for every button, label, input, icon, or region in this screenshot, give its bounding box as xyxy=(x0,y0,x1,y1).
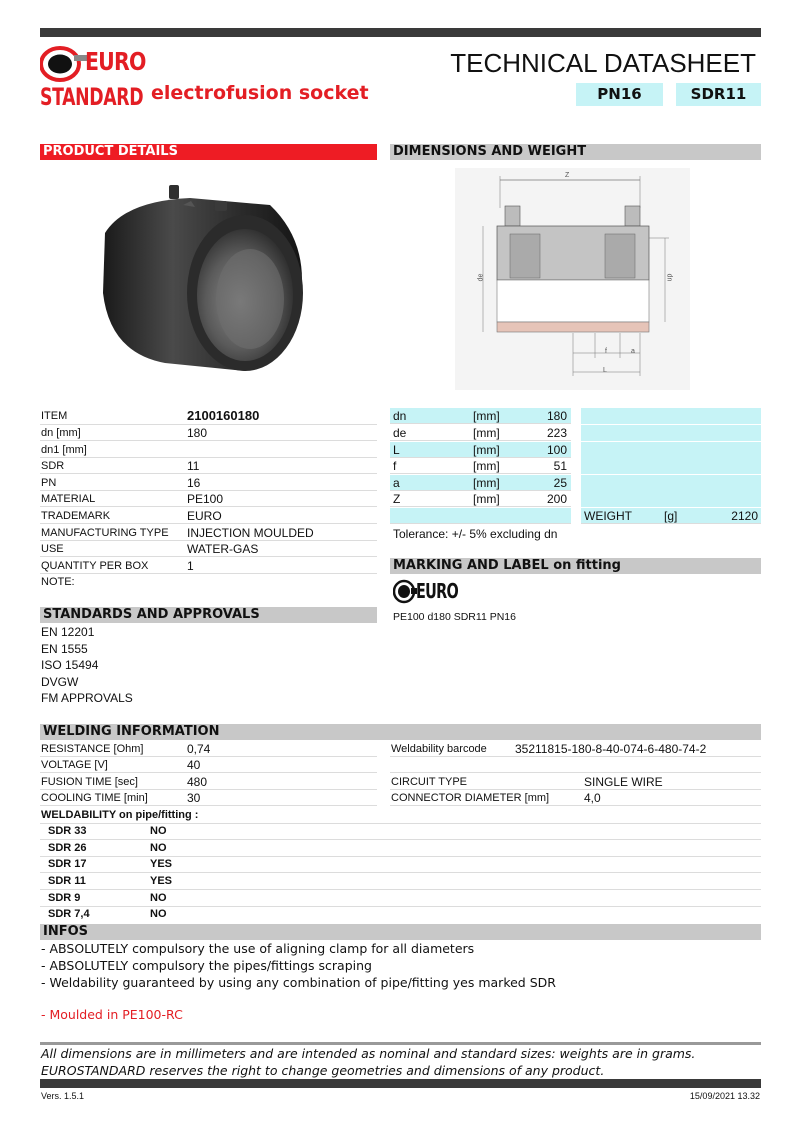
welding-header: WELDING INFORMATION xyxy=(40,724,761,740)
dim-spare-cell xyxy=(581,425,761,442)
welding-row xyxy=(40,790,377,806)
weldability-sdr: SDR 26 xyxy=(48,842,87,854)
weldability-title-row xyxy=(40,807,761,824)
dim-unit: [mm] xyxy=(473,459,500,473)
detail-value: 1 xyxy=(187,559,194,573)
dim-name: a xyxy=(393,476,400,490)
detail-label: QUANTITY PER BOX xyxy=(41,560,149,572)
dim-label-z: Z xyxy=(565,172,570,179)
detail-row xyxy=(40,491,377,507)
weldability-sdr: SDR 11 xyxy=(48,875,86,887)
product-name: electrofusion socket xyxy=(151,82,369,104)
welding-label: VOLTAGE [V] xyxy=(41,759,108,771)
weldability-result: YES xyxy=(150,875,173,887)
detail-label: USE xyxy=(41,543,64,555)
dim-spare-cell xyxy=(581,491,761,508)
detail-row xyxy=(40,541,377,557)
dimension-drawing xyxy=(455,168,690,390)
weldability-row xyxy=(40,840,761,857)
tolerance-note: Tolerance: +/- 5% excluding dn xyxy=(393,527,558,541)
dim-label-a: a xyxy=(631,348,635,355)
logo-euro-text: EURO xyxy=(85,47,146,76)
detail-row xyxy=(40,508,377,524)
marking-header: MARKING AND LABEL on fitting xyxy=(390,558,761,574)
dim-value: 100 xyxy=(546,443,567,457)
welding-value: 4,0 xyxy=(584,791,601,805)
detail-row xyxy=(40,525,377,541)
detail-label: NOTE: xyxy=(41,576,75,588)
detail-label: dn1 [mm] xyxy=(41,444,87,456)
eurostandard-logo xyxy=(40,45,146,115)
weldability-result: NO xyxy=(150,842,167,854)
detail-row xyxy=(40,425,377,441)
item-code: 2100160180 xyxy=(187,408,260,423)
dim-name: f xyxy=(393,459,397,473)
welding-label: Weldability barcode xyxy=(391,743,487,755)
welding-row xyxy=(390,741,761,757)
infos-header: INFOS xyxy=(40,924,761,940)
dim-unit: [mm] xyxy=(473,476,500,490)
marking-text: PE100 d180 SDR11 PN16 xyxy=(393,611,516,623)
doc-title: TECHNICAL DATASHEET xyxy=(450,48,756,78)
welding-value: 0,74 xyxy=(187,742,211,756)
info-line: - ABSOLUTELY compulsory the pipes/fittings scraping xyxy=(41,958,372,973)
weldability-row xyxy=(40,890,761,907)
welding-value: 30 xyxy=(187,791,201,805)
weldability-sdr: SDR 17 xyxy=(48,858,87,870)
weldability-row xyxy=(40,856,761,873)
weldability-result: YES xyxy=(150,858,173,870)
weight-row xyxy=(581,508,761,524)
welding-label: FUSION TIME [sec] xyxy=(41,776,138,788)
detail-label: PN xyxy=(41,477,57,489)
welding-value: SINGLE WIRE xyxy=(584,775,663,789)
detail-label: dn [mm] xyxy=(41,427,81,439)
weldability-row xyxy=(40,823,761,840)
dim-value: 223 xyxy=(546,426,567,440)
weight-unit: [g] xyxy=(664,509,678,523)
standard-item: DVGW xyxy=(41,675,79,689)
dim-label-f: f xyxy=(605,348,607,355)
barcode-value: 35211815-180-8-40-074-6-480-74-2 xyxy=(515,742,707,756)
welding-row xyxy=(390,790,761,806)
dim-unit: [mm] xyxy=(473,409,500,423)
weldability-result: NO xyxy=(150,825,167,837)
detail-label: ITEM xyxy=(41,410,68,422)
detail-value: PE100 xyxy=(187,492,224,506)
welding-row xyxy=(40,741,377,757)
detail-value: EURO xyxy=(187,509,222,523)
dim-unit: [mm] xyxy=(473,492,500,506)
dim-unit: [mm] xyxy=(473,426,500,440)
marking-logo-text: EURO xyxy=(416,579,458,603)
weight-label: WEIGHT xyxy=(584,509,632,523)
material-note: - Moulded in PE100-RC xyxy=(41,1007,183,1022)
dim-row xyxy=(390,408,571,424)
standards-header: STANDARDS AND APPROVALS xyxy=(40,607,377,623)
detail-label: TRADEMARK xyxy=(41,510,111,522)
weldability-sdr: SDR 7,4 xyxy=(48,908,90,920)
detail-row xyxy=(40,475,377,491)
info-line: - ABSOLUTELY compulsory the use of aligning clamp for all diameters xyxy=(41,941,475,956)
date-label: 15/09/2021 13.32 xyxy=(689,1091,760,1101)
welding-row xyxy=(390,774,761,790)
marking-euro-logo xyxy=(393,579,465,604)
weldability-title: WELDABILITY on pipe/fitting : xyxy=(41,809,199,821)
pn-badge: PN16 xyxy=(576,83,663,106)
bottom-bar xyxy=(40,1079,761,1088)
sdr-badge: SDR11 xyxy=(676,83,761,106)
dim-value: 200 xyxy=(546,492,567,506)
version-label: Vers. 1.5.1 xyxy=(41,1091,85,1101)
standard-item: EN 12201 xyxy=(41,625,95,639)
standard-item: ISO 15494 xyxy=(41,658,99,672)
welding-label: CONNECTOR DIAMETER [mm] xyxy=(391,792,550,804)
dimensions-header: DIMENSIONS AND WEIGHT xyxy=(390,144,761,160)
dim-name: L xyxy=(393,443,400,457)
weldability-sdr: SDR 33 xyxy=(48,825,87,837)
detail-row xyxy=(40,458,377,474)
weldability-result: NO xyxy=(150,908,167,920)
footer-note-1: All dimensions are in millimeters and are intended as nominal and standard sizes: weights are in grams. xyxy=(41,1046,696,1061)
dim-spare-cell xyxy=(581,408,761,425)
product-details-header: PRODUCT DETAILS xyxy=(40,144,377,160)
weldability-result: NO xyxy=(150,892,167,904)
weldability-row xyxy=(40,906,761,923)
detail-label: SDR xyxy=(41,460,65,472)
dim-label-l: L xyxy=(603,367,607,374)
dim-spare-cell xyxy=(581,458,761,475)
detail-row xyxy=(40,408,377,425)
detail-value: WATER-GAS xyxy=(187,542,259,556)
dim-row xyxy=(390,491,571,507)
dim-value: 51 xyxy=(553,459,567,473)
detail-label: MATERIAL xyxy=(41,493,96,505)
dim-row xyxy=(390,442,571,458)
dim-spare-cell xyxy=(581,475,761,492)
dim-unit: [mm] xyxy=(473,443,500,457)
dim-name: dn xyxy=(393,409,407,423)
dim-name: de xyxy=(393,426,407,440)
detail-value: 16 xyxy=(187,476,201,490)
dim-name: Z xyxy=(393,492,401,506)
weldability-sdr: SDR 9 xyxy=(48,892,81,904)
welding-label: CIRCUIT TYPE xyxy=(391,776,467,788)
weight-value: 2120 xyxy=(731,509,758,523)
standard-item: FM APPROVALS xyxy=(41,691,133,705)
welding-label: COOLING TIME [min] xyxy=(41,792,148,804)
detail-label: MANUFACTURING TYPE xyxy=(41,527,169,539)
welding-row-empty xyxy=(390,757,761,773)
welding-row xyxy=(40,774,377,790)
top-bar xyxy=(40,28,761,37)
dim-label-dn: dn xyxy=(665,273,673,282)
logo-standard-text: STANDARD xyxy=(40,83,144,111)
welding-value: 40 xyxy=(187,758,201,772)
dim-row-empty xyxy=(390,508,571,524)
dim-value: 180 xyxy=(546,409,567,423)
dim-row xyxy=(390,458,571,474)
detail-value: INJECTION MOULDED xyxy=(187,526,314,540)
detail-row xyxy=(40,558,377,574)
standard-item: EN 1555 xyxy=(41,642,88,656)
dim-row xyxy=(390,475,571,491)
welding-row xyxy=(40,757,377,773)
detail-row-note xyxy=(40,574,377,590)
dim-value: 25 xyxy=(553,476,567,490)
footer-note-2: EUROSTANDARD reserves the right to change geometries and dimensions of any product. xyxy=(41,1063,605,1078)
weldability-row xyxy=(40,873,761,890)
detail-value: 180 xyxy=(187,426,208,440)
dim-row xyxy=(390,425,571,441)
product-image xyxy=(95,183,310,378)
welding-value: 480 xyxy=(187,775,208,789)
welding-label: RESISTANCE [Ohm] xyxy=(41,743,144,755)
dim-label-de: de xyxy=(477,273,485,282)
detail-value: 11 xyxy=(187,459,200,473)
info-line: - Weldability guaranteed by using any combination of pipe/fitting yes marked SDR xyxy=(41,975,556,990)
detail-row xyxy=(40,442,377,458)
dim-spare-cell xyxy=(581,442,761,459)
